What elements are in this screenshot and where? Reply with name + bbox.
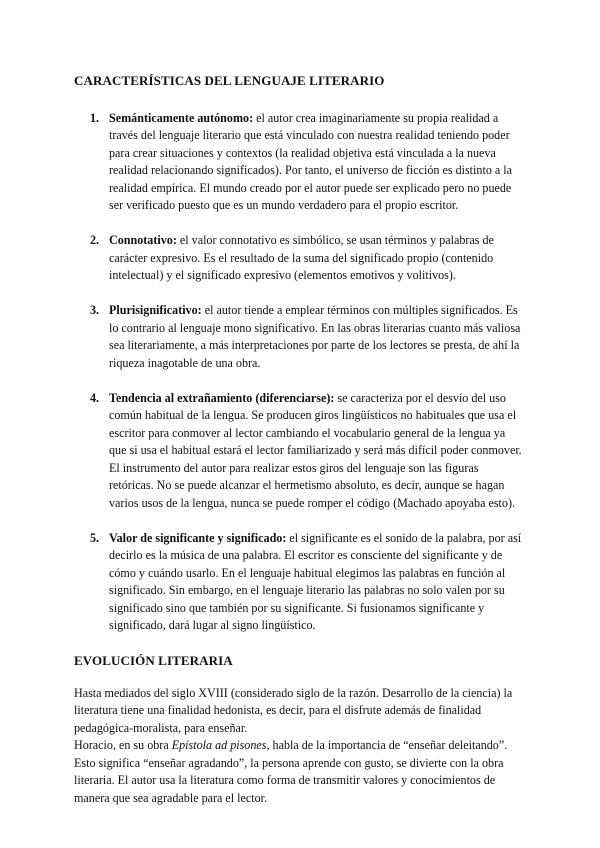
paragraph-hedonista: Hasta mediados del siglo XVIII (considerado siglo de la razón. Desarrollo de la ciencia) la literatura tiene una finalidad hedonista, es decir, para el disfrute además de finalidad pedagógica-moralista, para enseñar. (74, 685, 513, 735)
document-page (74, 68, 524, 807)
item-number: 5. (90, 530, 100, 545)
characteristics-list (74, 110, 524, 635)
item-number: 3. (90, 303, 100, 317)
item-text: el significante es el sonido de la palabra, por así decirlo es la música de una palabra. El escritor es consciente del significante y de cómo y cuándo usarlo. En el lenguaje habitual elegimos las palabras en función al significado. Sin embargo, en el lenguaje literario las palabras no solo valen por su significado sino que también por su significante. Si fusionamos significante y significado, dará lugar al signo lingüístico. (109, 530, 522, 632)
item-text: el autor tiende a emplear términos con múltiples significados. Es lo contrario al lenguaje mono significativo. En las obras literarias cuanto más valiosa sea literariamente, a más interpretaciones por parte de los lectores se presta, de ahí la riqueza inagotable de una obra. (109, 303, 521, 370)
item-term: Valor de significante y significado: (109, 530, 287, 545)
item-term: Semánticamente autónomo: (109, 110, 254, 125)
item-text: el valor connotativo es simbólico, se usan términos y palabras de carácter expresivo. Es el resultado de la suma del significado propio (contenido intelectual) y el significado expresivo (elementos emotivos y volitivos). (109, 233, 494, 282)
item-term: Plurisignificativo: (109, 303, 202, 317)
item-term: Tendencia al extrañamiento (diferenciarse): (109, 390, 335, 405)
section-title-evolucion: EVOLUCIÓN LITERARIA (74, 653, 233, 668)
item-term: Connotativo: (109, 233, 177, 247)
list-item-3 (74, 302, 524, 372)
list-item-5 (74, 530, 524, 635)
item-text: se caracteriza por el desvío del uso común habitual de la lengua. Se producen giros lingüísticos no habituales que usa el escritor para conmover al lector cambiando el vocabulario general de la lengua ya que si usa el habitual estará el lector familiarizado y será más difícil poder conmover. El instrumento del autor para realizar estos giros del lenguaje son las figuras retóricas. No se puede alcanzar el hermetismo absoluto, es decir, aunque se hagan varios usos de la lengua, nunca se puede romper el código (Machado apoyaba esto). (109, 390, 522, 510)
item-number: 1. (90, 110, 100, 125)
item-text: el autor crea imaginariamente su propia realidad a través del lenguaje literario que está vinculado con nuestra realidad teniendo poder para crear situaciones y contextos (la realidad objetiva está vinculada a la nueva realidad relacionando significados). Por tanto, el universo de ficción es distinto a la realidad empírica. El mundo creado por el autor puede ser explicado pero no puede ser verificado puesto que es un mundo verdadero para el propio escritor. (109, 110, 513, 212)
item-number: 4. (90, 390, 100, 405)
list-item-2 (74, 232, 524, 285)
paragraph-horacio (74, 737, 524, 807)
section-title-caracteristicas: CARACTERÍSTICAS DEL LENGUAJE LITERARIO (74, 73, 385, 88)
paragraph-horacio-rest: habla de la importancia de “enseñar deleitando”. Esto significa “enseñar agradando”, la persona aprende con gusto, se divierte con la obra literaria. El autor usa la literatura como forma de transmitir valores y conocimientos de manera que sea agradable para el lector. (74, 738, 508, 805)
list-item-1 (74, 110, 524, 215)
paragraph-horacio-start: Horacio, en su obra (74, 738, 172, 752)
item-number: 2. (90, 233, 100, 247)
list-item-4 (74, 390, 524, 513)
work-title: Epístola ad pisones, (171, 738, 270, 752)
